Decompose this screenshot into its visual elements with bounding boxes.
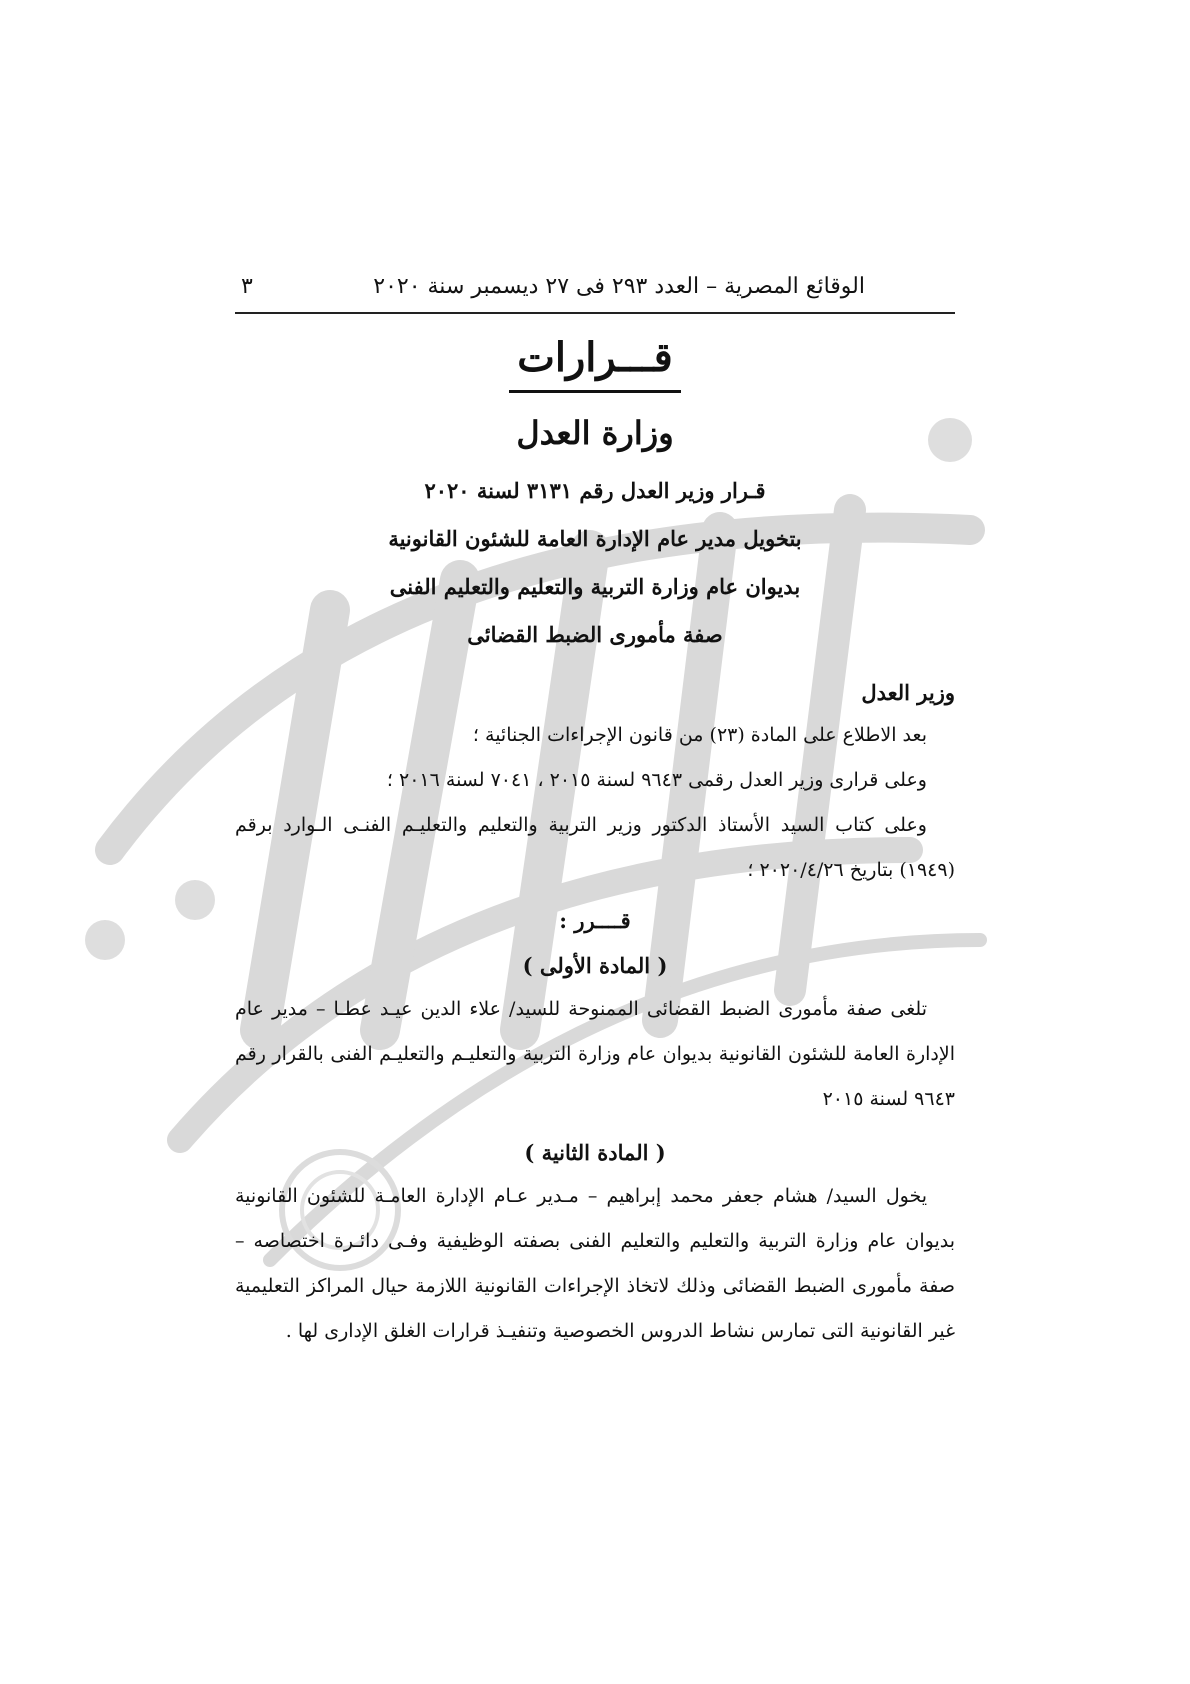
gazette-issue-title: الوقائع المصرية – العدد ٢٩٣ فى ٢٧ ديسمبر سنة ٢٠٢٠ <box>373 274 865 299</box>
minister-label: وزير العدل <box>861 680 955 705</box>
article-text: يخول السيد/ هشام جعفر محمد إبراهيم – مـدير عـام الإدارة العامـة للشئون القانونية بديوان عام وزارة التربية والتعليم والتعليم الفنى بصفته الوظيفية وفـى دائـرة اختصاصه – صفة مأمورى الضبط القضائى وذلك لاتخاذ الإجراءات القانونية اللازمة حيال المراكز التعليمية غير القانونية التى تمارس نشاط الدروس الخصوصية وتنفيـذ قرارات الغلق الإدارى لها . <box>235 1185 955 1342</box>
page-number: ٣ <box>241 274 253 299</box>
page-header <box>235 270 955 314</box>
preamble-paragraph: بعد الاطلاع على المادة (٢٣) من قانون الإجراءات الجنائية ؛ <box>472 724 927 746</box>
decree-subtitle-line: بتخويل مدير عام الإدارة العامة للشئون القانونية <box>388 526 802 551</box>
decided-label: قــــرر : <box>559 908 631 933</box>
section-title-text: قـــرارات <box>509 332 681 393</box>
decree-subtitle-line: صفة مأمورى الضبط القضائى <box>467 622 723 647</box>
article-heading: ( المادة الأولى ) <box>522 953 668 978</box>
preamble-paragraph: وعلى كتاب السيد الأستاذ الدكتور وزير التربية والتعليم والتعليـم الفنـى الـوارد برقم (١٩٤٩) بتاريخ ٢٠٢٠/٤/٢٦ ؛ <box>235 814 955 881</box>
preamble-paragraph: وعلى قرارى وزير العدل رقمى ٩٦٤٣ لسنة ٢٠١٥ ، ٧٠٤١ لسنة ٢٠١٦ ؛ <box>386 769 927 791</box>
decree-subtitle-line: بديوان عام وزارة التربية والتعليم والتعليم الفنى <box>389 574 801 599</box>
ministry-name: وزارة العدل <box>516 414 674 452</box>
section-title <box>235 332 955 393</box>
article-text: تلغى صفة مأمورى الضبط القضائى الممنوحة للسيد/ علاء الدين عيـد عطـا – مدير عام الإدارة العامة للشئون القانونية بديوان عام وزارة التربية والتعليـم والتعليـم الفنى بالقرار رقم ٩٦٤٣ لسنة ٢٠١٥ <box>235 998 955 1110</box>
gazette-content <box>235 270 955 1354</box>
decree-title: قـرار وزير العدل رقم ٣١٣١ لسنة ٢٠٢٠ <box>424 478 766 503</box>
article-heading: ( المادة الثانية ) <box>524 1140 666 1165</box>
